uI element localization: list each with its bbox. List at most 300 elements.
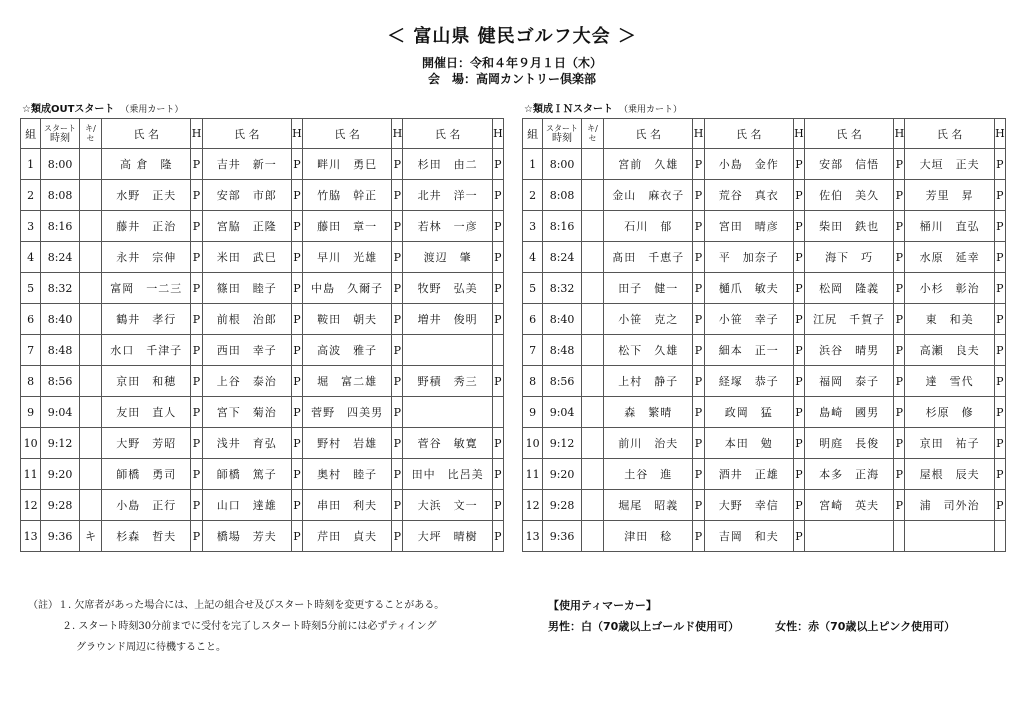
player-name: 西田 幸子: [202, 335, 291, 366]
kise-mark: [79, 211, 101, 242]
player-name: 杉原 修: [905, 397, 994, 428]
notes: [28, 595, 444, 658]
player-name: 樋爪 敏夫: [704, 273, 793, 304]
handicap-mark: P: [994, 366, 1005, 397]
start-time: 9:04: [543, 397, 582, 428]
start-time: 8:24: [543, 242, 582, 273]
player-name: 米田 武巳: [202, 242, 291, 273]
handicap-mark: P: [492, 242, 503, 273]
handicap-mark: P: [492, 490, 503, 521]
player-name: 鶴井 孝行: [102, 304, 191, 335]
player-name: 渡辺 肇: [403, 242, 492, 273]
handicap-mark: P: [693, 304, 704, 335]
handicap-mark: P: [291, 366, 302, 397]
handicap-mark: P: [994, 149, 1005, 180]
out-start-table: [20, 118, 504, 552]
handicap-mark: P: [191, 521, 202, 552]
player-name: 小杉 彰治: [905, 273, 994, 304]
start-time: 8:40: [543, 304, 582, 335]
in-start-table: [522, 118, 1006, 552]
handicap-mark: P: [191, 242, 202, 273]
table-row: [523, 521, 1006, 552]
handicap-mark: P: [492, 149, 503, 180]
group-number: 3: [21, 211, 41, 242]
player-name: 宮前 久雄: [604, 149, 693, 180]
group-number: 12: [21, 490, 41, 521]
player-name: 小島 金作: [704, 149, 793, 180]
player-name: 杉田 由二: [403, 149, 492, 180]
handicap-mark: P: [492, 211, 503, 242]
handicap-header: H: [793, 119, 804, 149]
group-number: 11: [523, 459, 543, 490]
handicap-mark: P: [392, 397, 403, 428]
player-name: 師橋 勇司: [102, 459, 191, 490]
handicap-mark: P: [291, 397, 302, 428]
table-row: [523, 211, 1006, 242]
group-header: 組: [523, 119, 543, 149]
handicap-mark: P: [392, 335, 403, 366]
kise-mark: [581, 211, 603, 242]
start-time: 8:16: [41, 211, 80, 242]
name-header: 氏 名: [905, 119, 994, 149]
handicap-mark: P: [392, 304, 403, 335]
start-time-header-line2: 時刻: [50, 132, 71, 144]
kise-mark: [79, 428, 101, 459]
handicap-mark: P: [291, 273, 302, 304]
handicap-mark: P: [291, 335, 302, 366]
player-name: 芹田 貞夫: [303, 521, 392, 552]
handicap-header: H: [291, 119, 302, 149]
handicap-mark: P: [191, 211, 202, 242]
group-number: 3: [523, 211, 543, 242]
table-row: [523, 490, 1006, 521]
start-time: 9:36: [543, 521, 582, 552]
player-name: 安部 信悟: [805, 149, 894, 180]
kise-mark: [581, 459, 603, 490]
handicap-mark: P: [291, 180, 302, 211]
start-time: 8:48: [41, 335, 80, 366]
handicap-mark: P: [693, 149, 704, 180]
start-time: 8:24: [41, 242, 80, 273]
handicap-mark: P: [693, 242, 704, 273]
player-name: 菅谷 敏寛: [403, 428, 492, 459]
player-name: 奥村 睦子: [303, 459, 392, 490]
kise-mark: [581, 304, 603, 335]
in-section-title: ☆類成ＩＮスタート （乗用カート）: [524, 104, 682, 115]
player-name: 若林 一彦: [403, 211, 492, 242]
player-name: 永井 宗伸: [102, 242, 191, 273]
kise-header-line2: セ: [588, 133, 597, 143]
table-row: [21, 490, 504, 521]
handicap-mark: P: [392, 428, 403, 459]
handicap-mark: P: [693, 459, 704, 490]
start-time-header: [543, 119, 582, 149]
start-time: 8:40: [41, 304, 80, 335]
player-name: 津田 稔: [604, 521, 693, 552]
kise-mark: [79, 304, 101, 335]
table-row: [21, 428, 504, 459]
handicap-mark: P: [693, 428, 704, 459]
player-name: 本田 勉: [704, 428, 793, 459]
player-name: 野村 岩雄: [303, 428, 392, 459]
handicap-mark: P: [392, 490, 403, 521]
kise-mark: [79, 273, 101, 304]
handicap-mark: P: [191, 180, 202, 211]
kise-mark: [79, 459, 101, 490]
handicap-mark: P: [994, 428, 1005, 459]
player-name: 前川 治夫: [604, 428, 693, 459]
start-time: 8:08: [41, 180, 80, 211]
handicap-mark: [492, 335, 503, 366]
handicap-mark: P: [994, 397, 1005, 428]
player-name: 本多 正海: [805, 459, 894, 490]
handicap-mark: P: [291, 428, 302, 459]
kise-mark: [79, 335, 101, 366]
group-number: 1: [523, 149, 543, 180]
handicap-mark: P: [392, 242, 403, 273]
group-number: 13: [523, 521, 543, 552]
player-name: 小笹 幸子: [704, 304, 793, 335]
handicap-mark: P: [793, 521, 804, 552]
name-header: 氏 名: [805, 119, 894, 149]
player-name: 京田 祐子: [905, 428, 994, 459]
handicap-mark: P: [693, 273, 704, 304]
player-name: 平 加奈子: [704, 242, 793, 273]
handicap-mark: [994, 521, 1005, 552]
player-name: 堀 富二雄: [303, 366, 392, 397]
handicap-mark: P: [994, 273, 1005, 304]
handicap-mark: P: [894, 304, 905, 335]
player-name: 友田 直人: [102, 397, 191, 428]
handicap-mark: P: [392, 211, 403, 242]
kise-mark: [79, 490, 101, 521]
player-name: 水口 千津子: [102, 335, 191, 366]
player-name: 宮崎 英夫: [805, 490, 894, 521]
tee-marker-title: 【使用ティマーカー】: [548, 599, 657, 612]
player-name: 海下 巧: [805, 242, 894, 273]
player-name: 富岡 一二三: [102, 273, 191, 304]
player-name: 京田 和穂: [102, 366, 191, 397]
handicap-mark: P: [894, 428, 905, 459]
handicap-mark: P: [994, 490, 1005, 521]
player-name: 牧野 弘美: [403, 273, 492, 304]
handicap-mark: P: [492, 366, 503, 397]
player-name: 高瀬 良夫: [905, 335, 994, 366]
table-row: [523, 459, 1006, 490]
player-name: 藤井 正治: [102, 211, 191, 242]
kise-mark: [581, 521, 603, 552]
player-name: 田中 比呂美: [403, 459, 492, 490]
kise-mark: [581, 180, 603, 211]
handicap-mark: P: [492, 180, 503, 211]
start-time-header-line1: スタート: [44, 123, 77, 133]
table-row: [523, 335, 1006, 366]
group-number: 2: [21, 180, 41, 211]
player-name: 小笹 克之: [604, 304, 693, 335]
player-name: 北井 洋一: [403, 180, 492, 211]
handicap-mark: P: [894, 149, 905, 180]
group-number: 8: [523, 366, 543, 397]
name-header: 氏 名: [704, 119, 793, 149]
handicap-mark: P: [291, 242, 302, 273]
player-name: 森 繁晴: [604, 397, 693, 428]
group-number: 7: [523, 335, 543, 366]
player-name: 畔川 勇巳: [303, 149, 392, 180]
handicap-mark: P: [693, 366, 704, 397]
start-time: 8:08: [543, 180, 582, 211]
player-name: [805, 521, 894, 552]
table-row: [21, 397, 504, 428]
group-header: 組: [21, 119, 41, 149]
player-name: 大野 芳昭: [102, 428, 191, 459]
handicap-mark: P: [793, 366, 804, 397]
player-name: 藤田 章一: [303, 211, 392, 242]
player-name: 浅井 育弘: [202, 428, 291, 459]
handicap-mark: P: [894, 397, 905, 428]
kise-header: [581, 119, 603, 149]
handicap-mark: P: [793, 304, 804, 335]
handicap-mark: P: [291, 149, 302, 180]
table-row: [523, 149, 1006, 180]
start-time: 9:12: [543, 428, 582, 459]
player-name: 石川 郁: [604, 211, 693, 242]
player-name: 屋根 辰夫: [905, 459, 994, 490]
start-time: 9:04: [41, 397, 80, 428]
kise-mark: [79, 366, 101, 397]
start-time: 8:56: [543, 366, 582, 397]
table-row: [523, 242, 1006, 273]
handicap-mark: P: [191, 459, 202, 490]
handicap-mark: P: [191, 273, 202, 304]
player-name: 上村 静子: [604, 366, 693, 397]
name-header: 氏 名: [102, 119, 191, 149]
kise-header-line2: セ: [86, 133, 95, 143]
kise-mark: [581, 273, 603, 304]
handicap-mark: P: [793, 397, 804, 428]
table-row: [21, 521, 504, 552]
player-name: [403, 397, 492, 428]
player-name: 宮脇 正隆: [202, 211, 291, 242]
group-number: 12: [523, 490, 543, 521]
handicap-header: H: [492, 119, 503, 149]
handicap-mark: P: [793, 242, 804, 273]
start-time-header-line2: 時刻: [552, 132, 573, 144]
handicap-mark: P: [492, 304, 503, 335]
handicap-mark: P: [894, 180, 905, 211]
kise-mark: [581, 242, 603, 273]
group-number: 9: [21, 397, 41, 428]
handicap-header: H: [994, 119, 1005, 149]
player-name: 桶川 直弘: [905, 211, 994, 242]
handicap-mark: P: [693, 397, 704, 428]
player-name: 髙田 千恵子: [604, 242, 693, 273]
player-name: 浦 司外治: [905, 490, 994, 521]
handicap-mark: P: [191, 304, 202, 335]
player-name: 島崎 國男: [805, 397, 894, 428]
player-name: 安部 市郎: [202, 180, 291, 211]
player-name: [905, 521, 994, 552]
handicap-mark: P: [392, 273, 403, 304]
player-name: 福岡 泰子: [805, 366, 894, 397]
group-number: 5: [21, 273, 41, 304]
group-number: 11: [21, 459, 41, 490]
player-name: [403, 335, 492, 366]
kise-mark: [79, 242, 101, 273]
handicap-mark: P: [191, 490, 202, 521]
kise-mark: [581, 335, 603, 366]
player-name: 細本 正一: [704, 335, 793, 366]
handicap-header: H: [894, 119, 905, 149]
handicap-header: H: [392, 119, 403, 149]
player-name: 明庭 長俊: [805, 428, 894, 459]
table-row: [523, 428, 1006, 459]
handicap-mark: P: [191, 366, 202, 397]
handicap-mark: P: [793, 335, 804, 366]
page-title: ＜ 富山県 健民ゴルフ大会 ＞: [387, 26, 637, 47]
player-name: 水野 正夫: [102, 180, 191, 211]
group-number: 4: [523, 242, 543, 273]
player-name: 金山 麻衣子: [604, 180, 693, 211]
player-name: 鞍田 朝夫: [303, 304, 392, 335]
table-row: [21, 211, 504, 242]
player-name: 荒谷 真衣: [704, 180, 793, 211]
table-row: [21, 242, 504, 273]
name-header: 氏 名: [604, 119, 693, 149]
handicap-mark: P: [392, 149, 403, 180]
player-name: 江尻 千賀子: [805, 304, 894, 335]
handicap-mark: P: [693, 180, 704, 211]
player-name: 達 雪代: [905, 366, 994, 397]
handicap-mark: P: [291, 211, 302, 242]
handicap-mark: P: [492, 428, 503, 459]
tee-marker-female: 女性：赤（70歳以上ピンク使用可）: [775, 620, 956, 633]
kise-mark: [581, 490, 603, 521]
start-time: 8:48: [543, 335, 582, 366]
group-number: 6: [523, 304, 543, 335]
handicap-mark: [492, 397, 503, 428]
table-row: [523, 180, 1006, 211]
start-time: 8:00: [543, 149, 582, 180]
handicap-mark: P: [291, 521, 302, 552]
kise-mark: キ: [79, 521, 101, 552]
start-time: 8:32: [41, 273, 80, 304]
player-name: 柴田 鉄也: [805, 211, 894, 242]
header-row: [21, 119, 504, 149]
handicap-header: H: [191, 119, 202, 149]
player-name: 吉井 新一: [202, 149, 291, 180]
name-header: 氏 名: [303, 119, 392, 149]
player-name: 橋場 芳夫: [202, 521, 291, 552]
note-2-cont: グラウンド周辺に待機すること。: [76, 642, 226, 653]
player-name: 篠田 睦子: [202, 273, 291, 304]
group-number: 13: [21, 521, 41, 552]
player-name: 大野 幸信: [704, 490, 793, 521]
kise-header-line1: キ/: [587, 123, 598, 133]
player-name: 増井 俊明: [403, 304, 492, 335]
start-time: 8:16: [543, 211, 582, 242]
player-name: 芳里 昇: [905, 180, 994, 211]
table-row: [21, 366, 504, 397]
handicap-mark: P: [693, 211, 704, 242]
player-name: 政岡 猛: [704, 397, 793, 428]
group-number: 1: [21, 149, 41, 180]
group-number: 6: [21, 304, 41, 335]
handicap-mark: [894, 521, 905, 552]
kise-mark: [581, 428, 603, 459]
player-name: 早川 光雄: [303, 242, 392, 273]
player-name: 高波 雅子: [303, 335, 392, 366]
handicap-mark: P: [291, 459, 302, 490]
kise-mark: [581, 149, 603, 180]
header-row: [523, 119, 1006, 149]
handicap-mark: P: [693, 335, 704, 366]
handicap-mark: P: [693, 490, 704, 521]
handicap-header: H: [693, 119, 704, 149]
handicap-mark: P: [793, 211, 804, 242]
player-name: 菅野 四美男: [303, 397, 392, 428]
handicap-mark: P: [994, 180, 1005, 211]
start-time-header: [41, 119, 80, 149]
start-time: 8:32: [543, 273, 582, 304]
table-row: [523, 304, 1006, 335]
kise-mark: [581, 397, 603, 428]
name-header: 氏 名: [403, 119, 492, 149]
start-time: 9:36: [41, 521, 80, 552]
handicap-mark: P: [793, 149, 804, 180]
tee-marker-male: 男性：白（70歳以上ゴールド使用可）: [548, 620, 740, 633]
group-number: 2: [523, 180, 543, 211]
player-name: 上谷 泰治: [202, 366, 291, 397]
group-number: 5: [523, 273, 543, 304]
player-name: 佐伯 美久: [805, 180, 894, 211]
kise-mark: [79, 397, 101, 428]
handicap-mark: P: [392, 459, 403, 490]
handicap-mark: P: [994, 335, 1005, 366]
start-time: 9:12: [41, 428, 80, 459]
handicap-mark: P: [793, 273, 804, 304]
handicap-mark: P: [894, 211, 905, 242]
kise-mark: [79, 149, 101, 180]
start-time: 8:56: [41, 366, 80, 397]
player-name: 田子 健一: [604, 273, 693, 304]
start-time-header-line1: スタート: [546, 123, 579, 133]
group-number: 10: [523, 428, 543, 459]
handicap-mark: P: [793, 180, 804, 211]
kise-header: [79, 119, 101, 149]
group-number: 9: [523, 397, 543, 428]
player-name: 大坪 晴樹: [403, 521, 492, 552]
event-venue: 会 場：高岡カントリー倶楽部: [427, 72, 596, 86]
handicap-mark: P: [492, 521, 503, 552]
out-section-title: ☆類成OUTスタート （乗用カート）: [22, 104, 184, 115]
handicap-mark: P: [392, 180, 403, 211]
table-row: [21, 335, 504, 366]
handicap-mark: P: [191, 428, 202, 459]
player-name: 杉森 哲夫: [102, 521, 191, 552]
player-name: 大垣 正夫: [905, 149, 994, 180]
player-name: 前根 治郎: [202, 304, 291, 335]
handicap-mark: P: [392, 521, 403, 552]
start-time: 9:20: [543, 459, 582, 490]
handicap-mark: P: [994, 459, 1005, 490]
player-name: 竹脇 幹正: [303, 180, 392, 211]
player-name: 松岡 隆義: [805, 273, 894, 304]
tee-marker-info: [548, 595, 955, 637]
note-2: ２. スタート時刻30分前までに受付を完了しスタート時刻5分前には必ずティイング: [62, 621, 437, 632]
handicap-mark: P: [492, 459, 503, 490]
handicap-mark: P: [392, 366, 403, 397]
handicap-mark: P: [894, 490, 905, 521]
